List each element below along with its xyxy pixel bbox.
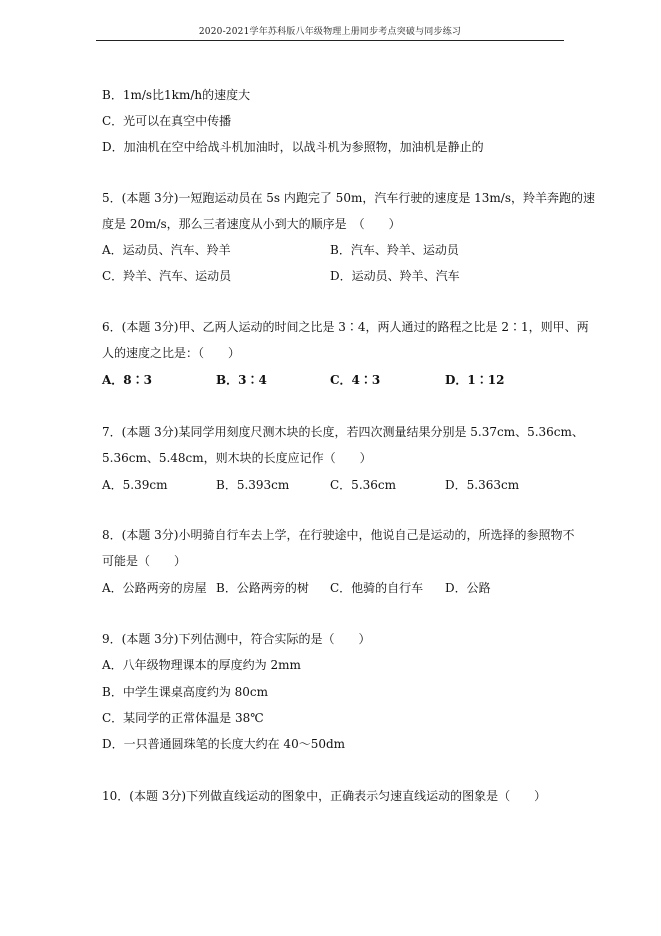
q6-option-d: D．1∶12: [445, 373, 505, 387]
q5-stem-line2: 度是 20m/s，那么三者速度从小到大的顺序是 （ ）: [102, 217, 401, 231]
q8-option-b: B．公路两旁的树: [216, 581, 309, 595]
q7-stem-line1: 7．(本题 3分)某同学用刻度尺测木块的长度，若四次测量结果分别是 5.37cm、5.36cm、: [102, 425, 584, 439]
q6-option-b: B．3∶4: [216, 373, 267, 387]
q9-option-a: A．八年级物理课本的厚度约为 2mm: [102, 658, 301, 672]
q6-option-a: A．8∶3: [102, 373, 153, 387]
q7-option-d: D．5.363cm: [445, 478, 520, 492]
q9-option-b: B．中学生课桌高度约为 80cm: [102, 685, 269, 699]
q8-option-c: C．他骑的自行车: [330, 581, 424, 595]
q8-stem-line1: 8．(本题 3分)小明骑自行车去上学，在行驶途中，他说自己是运动的，所选择的参照物不: [102, 528, 575, 542]
q9-stem-line1: 9．(本题 3分)下列估测中，符合实际的是（ ）: [102, 632, 371, 646]
q9-option-d: D．一只普通圆珠笔的长度大约在 40～50dm: [102, 737, 346, 751]
q5-option-b: B．汽车、羚羊、运动员: [330, 243, 459, 257]
q8-option-a: A．公路两旁的房屋: [102, 581, 207, 595]
q5-option-a: A．运动员、汽车、羚羊: [102, 243, 231, 257]
q8-option-d: D．公路: [445, 581, 491, 595]
q7-option-b: B．5.393cm: [216, 478, 290, 492]
q8-stem-line2: 可能是（ ）: [102, 554, 187, 568]
q5-stem-line1: 5．(本题 3分)一短跑运动员在 5s 内跑完了 50m，汽车行驶的速度是 13m/s，羚羊奔跑的速: [102, 191, 595, 205]
q5-option-d: D．运动员、羚羊、汽车: [330, 269, 460, 283]
q4-option-d: D．加油机在空中给战斗机加油时，以战斗机为参照物，加油机是静止的: [102, 140, 484, 154]
q6-stem-line2: 人的速度之比是：（ ）: [102, 346, 241, 360]
q7-stem-line2: 5.36cm、5.48cm，则木块的长度应记作（ ）: [102, 451, 372, 465]
q6-option-c: C．4∶3: [330, 373, 381, 387]
q4-option-c: C．光可以在真空中传播: [102, 114, 232, 128]
q5-option-c: C．羚羊、汽车、运动员: [102, 269, 232, 283]
q7-option-c: C．5.36cm: [330, 478, 397, 492]
header-rule: [96, 40, 564, 41]
q9-option-c: C．某同学的正常体温是 38℃: [102, 711, 264, 725]
q4-option-b: B．1m/s比1km/h的速度大: [102, 88, 251, 102]
q10-stem-line1: 10．(本题 3分)下列做直线运动的图象中，正确表示匀速直线运动的图象是（ ）: [102, 789, 547, 803]
page-header: 2020-2021学年苏科版八年级物理上册同步考点突破与同步练习: [198, 27, 462, 37]
q6-stem-line1: 6．(本题 3分)甲、乙两人运动的时间之比是 3∶4，两人通过的路程之比是 2∶1，则甲、两: [102, 320, 589, 334]
q7-option-a: A．5.39cm: [102, 478, 168, 492]
